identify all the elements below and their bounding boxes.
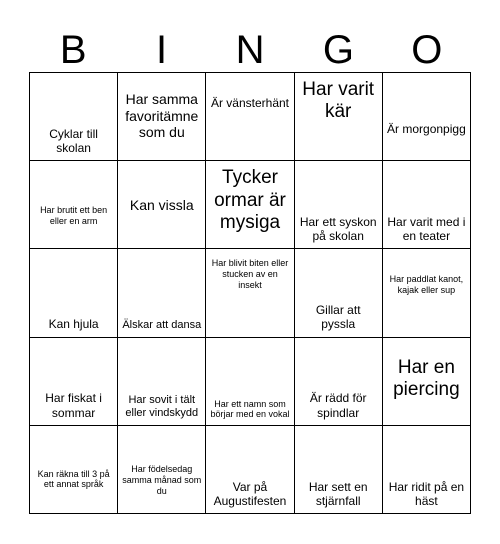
bingo-cell-text: Kan hjula xyxy=(48,317,99,332)
bingo-cell-r1c2[interactable] xyxy=(118,73,206,161)
bingo-cell-r4c5[interactable] xyxy=(383,338,471,426)
bingo-cell-text: Har ridit på en häst xyxy=(388,479,465,508)
bingo-cell-r2c1[interactable] xyxy=(30,161,118,249)
bingo-cell-text: Var på Augustifesten xyxy=(213,479,287,508)
bingo-cell-r3c1[interactable] xyxy=(30,249,118,337)
bingo-cell-text: Har en piercing xyxy=(393,356,460,400)
bingo-cell-text: Har varit kär xyxy=(302,79,375,123)
bingo-cell-r3c3[interactable] xyxy=(206,249,294,337)
bingo-cell-r1c3[interactable] xyxy=(206,73,294,161)
bingo-cell-r2c5[interactable] xyxy=(383,161,471,249)
bingo-cell-r3c4[interactable] xyxy=(295,249,383,337)
bingo-cell-text: Kan vissla xyxy=(129,196,194,213)
bingo-cell-text: Har brutit ett ben eller en arm xyxy=(40,205,108,226)
bingo-cell-r4c3[interactable] xyxy=(206,338,294,426)
bingo-cell-text: Tycker ormar är mysiga xyxy=(214,167,286,233)
bingo-grid xyxy=(29,72,471,514)
bingo-cell-r4c4[interactable] xyxy=(295,338,383,426)
bingo-cell-r4c1[interactable] xyxy=(30,338,118,426)
bingo-cell-r3c5[interactable] xyxy=(383,249,471,337)
bingo-cell-text: Är vänsterhänt xyxy=(210,96,290,110)
bingo-cell-text: Har fiskat i sommar xyxy=(45,391,102,420)
header-letter-o: O xyxy=(411,28,443,72)
bingo-cell-r1c5[interactable] xyxy=(383,73,471,161)
bingo-cell-text: Älskar att dansa xyxy=(122,318,202,331)
bingo-cell-text: Har födelsedag samma månad som du xyxy=(122,464,202,496)
bingo-cell-r4c2[interactable] xyxy=(118,338,206,426)
header-letter-i: I xyxy=(156,28,168,72)
header-letter-b: B xyxy=(59,28,87,72)
bingo-cell-r1c1[interactable] xyxy=(30,73,118,161)
bingo-cell-text: Har sovit i tält eller vindskydd xyxy=(125,393,199,419)
bingo-cell-r5c2[interactable] xyxy=(118,426,206,514)
bingo-cell-text: Har varit med i en teater xyxy=(387,215,466,244)
bingo-cell-r5c4[interactable] xyxy=(295,426,383,514)
bingo-header xyxy=(29,26,471,74)
bingo-cell-r3c2[interactable] xyxy=(118,249,206,337)
bingo-cell-text: Gillar att pyssla xyxy=(315,303,361,332)
bingo-cell-text: Har blivit biten eller stucken av en insekt xyxy=(211,258,289,290)
bingo-cell-r5c5[interactable] xyxy=(383,426,471,514)
bingo-cell-text: Kan räkna till 3 på ett annat språk xyxy=(37,468,110,490)
bingo-cell-text: Är morgonpigg xyxy=(387,121,466,136)
bingo-cell-r2c4[interactable] xyxy=(295,161,383,249)
bingo-cell-text: Har sett en stjärnfall xyxy=(308,479,368,508)
bingo-cell-r5c3[interactable] xyxy=(206,426,294,514)
bingo-cell-r2c3[interactable] xyxy=(206,161,294,249)
bingo-cell-text: Har samma favoritämne som du xyxy=(125,91,199,141)
bingo-cell-text: Har ett syskon på skolan xyxy=(299,215,377,244)
bingo-cell-r5c1[interactable] xyxy=(30,426,118,514)
bingo-cell-r2c2[interactable] xyxy=(118,161,206,249)
bingo-cell-r1c4[interactable] xyxy=(295,73,383,161)
header-letter-g: G xyxy=(322,28,354,72)
bingo-cell-text: Har ett namn som börjar med en vokal xyxy=(210,398,290,420)
header-letter-n: N xyxy=(235,28,265,72)
bingo-cell-text: Är rädd för spindlar xyxy=(309,391,367,420)
bingo-cell-text: Cyklar till skolan xyxy=(49,126,98,156)
bingo-cell-text: Har paddlat kanot, kajak eller sup xyxy=(389,274,464,295)
